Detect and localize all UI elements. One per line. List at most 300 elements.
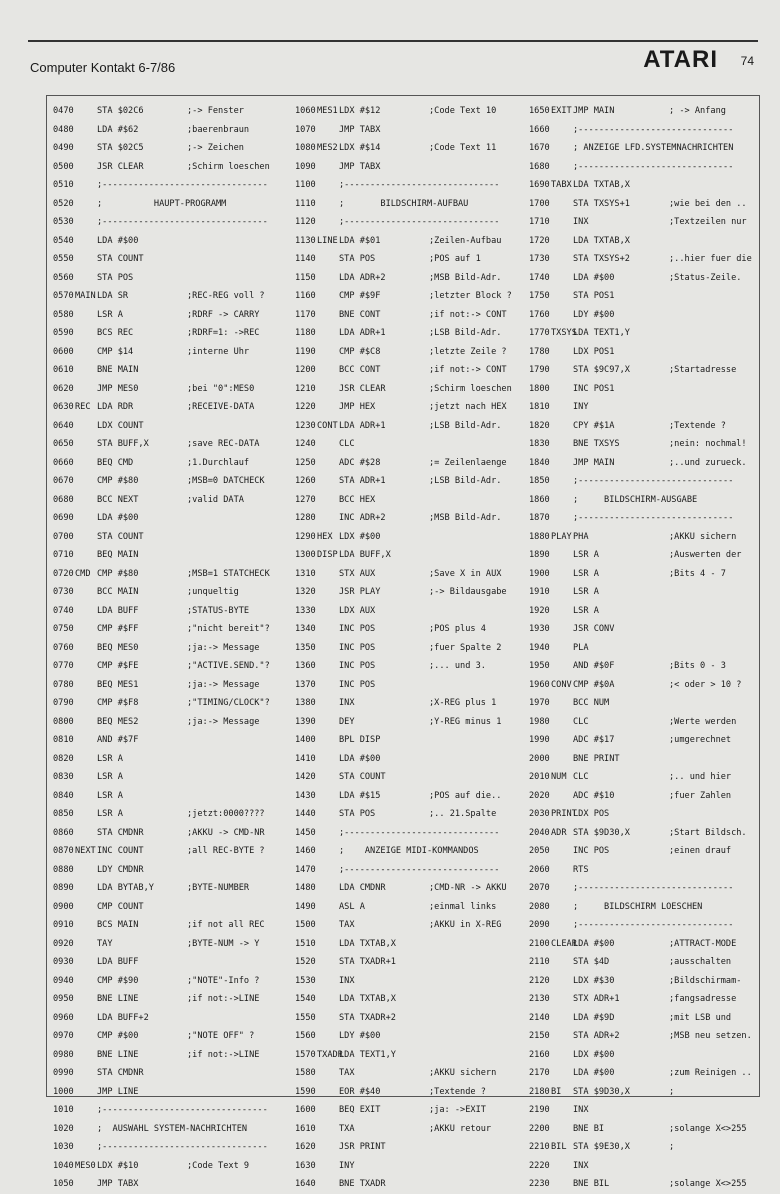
line-number: 1760 <box>529 309 550 320</box>
code-operation: JMP TABX <box>339 124 381 135</box>
line-number: 2180 <box>529 1086 550 1097</box>
code-comment: ;Code Text 9 <box>187 1160 250 1171</box>
line-number: 0650 <box>53 439 74 449</box>
code-comment: ;ATTRACT-MODE <box>669 938 737 949</box>
line-number: 1130 <box>295 235 316 246</box>
code-line <box>53 121 293 140</box>
code-label: ADR <box>551 827 567 838</box>
code-line <box>53 1027 293 1046</box>
code-comment: ;Schirm loeschen <box>187 161 270 172</box>
code-comment: ; -> Anfang <box>669 106 726 116</box>
code-line <box>295 1120 527 1139</box>
code-line <box>529 750 759 769</box>
code-operation: ; BILDSCHIRM LOESCHEN <box>573 901 703 912</box>
line-number: 0750 <box>53 624 74 634</box>
code-line <box>295 861 527 880</box>
code-operation: BEQ MES0 <box>97 642 139 653</box>
code-line <box>529 435 759 454</box>
line-number: 1320 <box>295 587 316 597</box>
code-line <box>529 1138 759 1157</box>
code-operation: LDA #$15 <box>339 790 381 801</box>
code-comment: ;Textende ? <box>669 420 726 431</box>
line-number: 1170 <box>295 309 316 320</box>
line-number: 2220 <box>529 1160 550 1171</box>
code-line <box>53 972 293 991</box>
code-line <box>295 953 527 972</box>
code-comment: ;mit LSB und <box>669 1012 732 1023</box>
code-comment: ;Bildschirmam- <box>669 975 742 986</box>
code-comment: ;Status-Zeile. <box>669 272 742 283</box>
code-comment: ;< oder > 10 ? <box>669 679 742 690</box>
code-operation: ADC #$17 <box>573 735 615 745</box>
code-operation: BEQ MES1 <box>97 679 139 690</box>
line-number: 0470 <box>53 106 74 116</box>
code-operation: INX <box>573 1160 589 1171</box>
line-number: 1670 <box>529 143 550 153</box>
code-operation: STA COUNT <box>97 254 144 264</box>
code-operation: LDA #$00 <box>573 938 615 949</box>
code-line <box>295 1175 527 1194</box>
code-comment: ;Bits 0 - 3 <box>669 661 726 671</box>
code-operation: LSR A <box>97 753 123 764</box>
code-line <box>295 546 527 565</box>
code-line <box>529 1046 759 1065</box>
code-line <box>529 694 759 713</box>
code-comment: ;LSB Bild-Adr. <box>429 476 502 486</box>
code-line <box>529 916 759 935</box>
line-number: 0910 <box>53 920 74 930</box>
code-operation: STA ADR+2 <box>573 1031 620 1041</box>
code-operation: TXA <box>339 1123 355 1134</box>
code-comment: ;if not:-> CONT <box>429 309 507 320</box>
code-line <box>53 1138 293 1157</box>
line-number: 1580 <box>295 1068 316 1078</box>
line-number: 1620 <box>295 1142 316 1152</box>
line-number: 1030 <box>53 1142 74 1152</box>
code-comment: ;fuer Zahlen <box>669 790 732 801</box>
line-number: 1440 <box>295 809 316 819</box>
code-operation: PLA <box>573 642 589 653</box>
line-number: 0940 <box>53 975 74 986</box>
code-operation: BCC MAIN <box>97 587 139 597</box>
line-number: 0680 <box>53 494 74 505</box>
code-operation: BCS REC <box>97 328 134 338</box>
line-number: 0550 <box>53 254 74 264</box>
code-line <box>53 583 293 602</box>
line-number: 0980 <box>53 1049 74 1060</box>
code-line <box>53 842 293 861</box>
code-line <box>295 213 527 232</box>
code-operation: TAY <box>97 938 113 949</box>
code-line <box>529 1101 759 1120</box>
line-number: 2010 <box>529 772 550 782</box>
line-number: 1610 <box>295 1123 316 1134</box>
code-line <box>295 528 527 547</box>
code-operation: LDA TEXT1,Y <box>339 1049 396 1060</box>
code-operation: ;------------------------------ <box>573 124 734 135</box>
code-line <box>529 657 759 676</box>
line-number: 1880 <box>529 531 550 542</box>
code-line <box>53 102 293 121</box>
code-operation: LDA BYTAB,Y <box>97 883 154 893</box>
code-line <box>53 1083 293 1102</box>
code-line <box>295 491 527 510</box>
line-number: 1370 <box>295 679 316 690</box>
code-comment: ;jetzt nach HEX <box>429 402 507 412</box>
code-line <box>53 232 293 251</box>
code-line <box>529 787 759 806</box>
line-number: 1770 <box>529 328 550 338</box>
code-comment: ;..und zurueck. <box>669 457 747 468</box>
code-operation: CLC <box>339 439 355 449</box>
code-line <box>529 898 759 917</box>
code-line <box>53 417 293 436</box>
code-operation: AND #$7F <box>97 735 139 745</box>
code-label: PRINT <box>551 809 577 819</box>
code-comment: ;LSB Bild-Adr. <box>429 420 502 431</box>
code-line <box>529 454 759 473</box>
code-operation: STA $9D30,X <box>573 827 630 838</box>
code-comment: ;.. und hier <box>669 772 732 782</box>
code-comment: ;fuer Spalte 2 <box>429 642 502 653</box>
code-label: NUM <box>551 772 567 782</box>
code-operation: BCS MAIN <box>97 920 139 930</box>
code-operation: STA TXADR+2 <box>339 1012 396 1023</box>
code-operation: LDX AUX <box>339 605 376 616</box>
code-line <box>295 916 527 935</box>
line-number: 2020 <box>529 790 550 801</box>
code-operation: CMP #$80 <box>97 568 139 579</box>
line-number: 1430 <box>295 790 316 801</box>
code-line <box>295 713 527 732</box>
code-operation: ADC #$28 <box>339 457 381 468</box>
line-number: 2130 <box>529 994 550 1004</box>
code-operation: STA $9E30,X <box>573 1142 630 1152</box>
line-number: 1070 <box>295 124 316 135</box>
line-number: 1080 <box>295 143 316 153</box>
code-operation: BPL DISP <box>339 735 381 745</box>
line-number: 1590 <box>295 1086 316 1097</box>
code-comment: ;CMD-NR -> AKKU <box>429 883 507 893</box>
code-line <box>53 343 293 362</box>
code-line <box>295 1101 527 1120</box>
code-operation: STA BUFF,X <box>97 439 149 449</box>
code-operation: BCC HEX <box>339 494 376 505</box>
code-operation: JSR PRINT <box>339 1142 386 1152</box>
code-line <box>53 398 293 417</box>
code-operation: LDX #$30 <box>573 975 615 986</box>
code-operation: STA $9D30,X <box>573 1086 630 1097</box>
line-number: 1110 <box>295 198 316 209</box>
magazine-title: Computer Kontakt 6-7/86 <box>30 60 176 75</box>
code-label: CLEAR <box>551 938 577 949</box>
code-line <box>295 824 527 843</box>
code-operation: ;------------------------------ <box>573 476 734 486</box>
line-number: 0800 <box>53 716 74 727</box>
code-line <box>295 121 527 140</box>
line-number: 1520 <box>295 957 316 967</box>
code-line <box>529 269 759 288</box>
code-line <box>53 195 293 214</box>
code-label: PLAY <box>551 531 572 542</box>
code-operation: ASL A <box>339 901 365 912</box>
code-line <box>529 287 759 306</box>
code-operation: JMP MAIN <box>573 106 615 116</box>
code-operation: INX <box>339 698 355 708</box>
code-line <box>295 343 527 362</box>
code-operation: ; BILDSCHIRM-AUFBAU <box>339 198 469 209</box>
code-comment: ;MSB neu setzen. <box>669 1031 752 1041</box>
line-number: 0490 <box>53 143 74 153</box>
line-number: 1010 <box>53 1105 74 1115</box>
code-operation: INC POS <box>339 661 376 671</box>
code-line <box>529 213 759 232</box>
code-comment: ;letzte Zeile ? <box>429 346 507 357</box>
code-operation: JSR PLAY <box>339 587 381 597</box>
code-operation: STA $02C5 <box>97 143 144 153</box>
line-number: 1890 <box>529 550 550 560</box>
line-number: 0820 <box>53 753 74 764</box>
code-comment: ;all REC-BYTE ? <box>187 846 265 856</box>
line-number: 2150 <box>529 1031 550 1041</box>
code-comment: ;if not:-> CONT <box>429 365 507 375</box>
line-number: 1060 <box>295 106 316 116</box>
code-line <box>295 158 527 177</box>
code-operation: LDY #$00 <box>339 1031 381 1041</box>
code-operation: LDA #$00 <box>97 513 139 523</box>
code-comment: ;AKKU sichern <box>429 1068 497 1078</box>
line-number: 0660 <box>53 457 74 468</box>
code-operation: JMP MAIN <box>573 457 615 468</box>
code-operation: RTS <box>573 864 589 875</box>
line-number: 0690 <box>53 513 74 523</box>
code-operation: LSR A <box>573 568 599 579</box>
code-line <box>295 805 527 824</box>
code-operation: STA POS <box>339 809 376 819</box>
code-operation: LSR A <box>97 809 123 819</box>
code-line <box>295 287 527 306</box>
code-line <box>53 676 293 695</box>
code-line <box>295 472 527 491</box>
code-comment: ;POS plus 4 <box>429 624 486 634</box>
line-number: 1750 <box>529 291 550 301</box>
code-line <box>53 787 293 806</box>
code-label: MES0 <box>75 1160 96 1171</box>
code-line <box>53 879 293 898</box>
code-label: NEXT <box>75 846 96 856</box>
line-number: 1810 <box>529 402 550 412</box>
line-number: 1940 <box>529 642 550 653</box>
line-number: 0510 <box>53 180 74 190</box>
code-operation: LSR A <box>97 772 123 782</box>
line-number: 0590 <box>53 328 74 338</box>
line-number: 1270 <box>295 494 316 505</box>
code-comment: ;LSB Bild-Adr. <box>429 328 502 338</box>
code-line <box>295 102 527 121</box>
code-operation: ;------------------------------ <box>573 920 734 930</box>
line-number: 1220 <box>295 402 316 412</box>
code-label: MAIN <box>75 291 96 301</box>
line-number: 0600 <box>53 346 74 357</box>
code-comment: ;ja:-> Message <box>187 679 260 690</box>
code-operation: LDA TXTAB,X <box>339 994 396 1004</box>
code-operation: STA CMDNR <box>97 827 144 838</box>
line-number: 1410 <box>295 753 316 764</box>
code-operation: BEQ EXIT <box>339 1105 381 1115</box>
code-operation: EOR #$40 <box>339 1086 381 1097</box>
code-operation: INX <box>339 975 355 986</box>
code-line <box>295 1157 527 1176</box>
line-number: 0770 <box>53 661 74 671</box>
code-operation: LDA #$62 <box>97 124 139 135</box>
code-operation: LDY CMDNR <box>97 864 144 875</box>
code-comment: ;Textzeilen nur <box>669 217 747 227</box>
line-number: 1510 <box>295 938 316 949</box>
line-number: 2210 <box>529 1142 550 1152</box>
code-operation: INC POS1 <box>573 383 615 394</box>
code-comment: ;..hier fuer die <box>669 254 752 264</box>
code-line <box>295 731 527 750</box>
code-line <box>53 1046 293 1065</box>
code-line <box>529 343 759 362</box>
code-line <box>53 306 293 325</box>
code-operation: BNE MAIN <box>97 365 139 375</box>
line-number: 0710 <box>53 550 74 560</box>
code-operation: LDA #$01 <box>339 235 381 246</box>
code-comment: ;"TIMING/CLOCK"? <box>187 698 270 708</box>
code-line <box>295 935 527 954</box>
code-operation: STA COUNT <box>339 772 386 782</box>
code-comment: ;bei "0":MES0 <box>187 383 255 394</box>
code-comment: ;-> Bildausgabe <box>429 587 507 597</box>
code-operation: BNE PRINT <box>573 753 620 764</box>
code-line <box>53 1120 293 1139</box>
code-comment: ;Auswerten der <box>669 550 742 560</box>
code-operation: STA COUNT <box>97 531 144 542</box>
code-line <box>53 898 293 917</box>
code-operation: BNE TXSYS <box>573 439 620 449</box>
line-number: 1860 <box>529 494 550 505</box>
line-number: 1830 <box>529 439 550 449</box>
code-line <box>295 972 527 991</box>
code-operation: BEQ CMD <box>97 457 134 468</box>
code-operation: CMP #$C8 <box>339 346 381 357</box>
line-number: 1720 <box>529 235 550 246</box>
line-number: 1450 <box>295 827 316 838</box>
code-line <box>529 491 759 510</box>
code-operation: BCC NUM <box>573 698 610 708</box>
line-number: 2200 <box>529 1123 550 1134</box>
code-line <box>295 250 527 269</box>
code-operation: LDX #$00 <box>339 531 381 542</box>
code-operation: BCC CONT <box>339 365 381 375</box>
code-line <box>53 602 293 621</box>
code-line <box>53 287 293 306</box>
code-comment: ;einmal links <box>429 901 497 912</box>
code-operation: STA $02C6 <box>97 106 144 116</box>
code-comment: ;letzter Block ? <box>429 291 512 301</box>
line-number: 0480 <box>53 124 74 135</box>
code-line <box>53 472 293 491</box>
code-label: TABX <box>551 180 572 190</box>
line-number: 1930 <box>529 624 550 634</box>
line-number: 2060 <box>529 864 550 875</box>
line-number: 1550 <box>295 1012 316 1023</box>
code-label: CONT <box>317 420 338 431</box>
code-line <box>529 139 759 158</box>
code-comment: ;zum Reinigen .. <box>669 1068 752 1078</box>
code-operation: BCC NEXT <box>97 494 139 505</box>
code-comment: ;baerenbraun <box>187 124 250 135</box>
code-line <box>53 1157 293 1176</box>
line-number: 1490 <box>295 901 316 912</box>
code-comment: ;Werte werden <box>669 716 737 727</box>
code-line <box>295 694 527 713</box>
code-operation: TAX <box>339 1068 355 1078</box>
code-comment: ;MSB Bild-Adr. <box>429 513 502 523</box>
code-line <box>295 898 527 917</box>
code-comment: ;ausschalten <box>669 957 732 967</box>
line-number: 0570 <box>53 291 74 301</box>
code-operation: CMP #$00 <box>97 1031 139 1041</box>
code-line <box>295 398 527 417</box>
code-operation: STA TXSYS+2 <box>573 254 630 264</box>
code-operation: BEQ MES2 <box>97 716 139 727</box>
code-line <box>53 639 293 658</box>
page-header <box>28 40 758 78</box>
listing-column-3 <box>529 102 759 1194</box>
code-line <box>295 435 527 454</box>
code-operation: INC POS <box>339 679 376 690</box>
code-line <box>53 435 293 454</box>
line-number: 2160 <box>529 1049 550 1060</box>
code-operation: BEQ MAIN <box>97 550 139 560</box>
line-number: 1870 <box>529 513 550 523</box>
code-operation: TAX <box>339 920 355 930</box>
line-number: 0890 <box>53 883 74 893</box>
code-label: MES1 <box>317 106 338 116</box>
line-number: 1680 <box>529 161 550 172</box>
line-number: 1630 <box>295 1160 316 1171</box>
code-operation: CLC <box>573 772 589 782</box>
line-number: 0870 <box>53 846 74 856</box>
code-operation: ;------------------------------ <box>339 217 500 227</box>
code-operation: ;-------------------------------- <box>97 1142 268 1152</box>
line-number: 2230 <box>529 1179 550 1189</box>
code-comment: ;POS auf die.. <box>429 790 502 801</box>
code-line <box>53 713 293 732</box>
line-number: 0790 <box>53 698 74 708</box>
code-comment: ;einen drauf <box>669 846 732 856</box>
line-number: 1210 <box>295 383 316 394</box>
code-operation: LDA BUFF <box>97 605 139 616</box>
code-operation: LDA #$9D <box>573 1012 615 1023</box>
code-operation: LDA TXTAB,X <box>573 180 630 190</box>
line-number: 1910 <box>529 587 550 597</box>
code-operation: INY <box>573 402 589 412</box>
line-number: 0720 <box>53 568 74 579</box>
line-number: 2140 <box>529 1012 550 1023</box>
line-number: 1100 <box>295 180 316 190</box>
code-line <box>529 602 759 621</box>
line-number: 1020 <box>53 1123 74 1134</box>
code-comment: ;RECEIVE-DATA <box>187 402 255 412</box>
line-number: 1740 <box>529 272 550 283</box>
code-operation: JMP MES0 <box>97 383 139 394</box>
line-number: 1970 <box>529 698 550 708</box>
code-label: HEX <box>317 531 333 542</box>
code-comment: ;.. 21.Spalte <box>429 809 497 819</box>
